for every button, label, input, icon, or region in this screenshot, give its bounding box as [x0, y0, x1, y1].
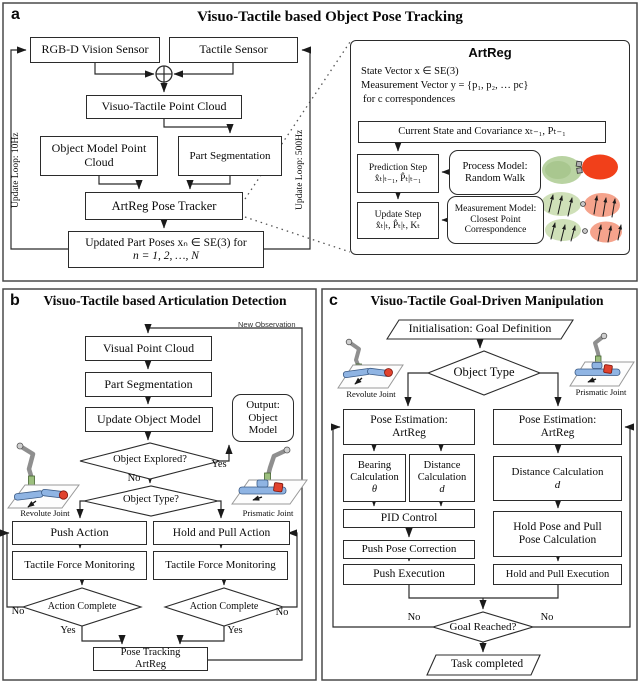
goal-no-right-label: No — [540, 612, 554, 623]
prismatic-caption-c: Prismatic Joint — [575, 387, 627, 397]
part-segmentation-b-label: Part Segmentation — [104, 376, 193, 391]
push-pose-correction-label: Push Pose Correction — [361, 543, 457, 556]
output-line3: Model — [248, 424, 278, 437]
robot-arm — [349, 342, 359, 367]
flow-box-push-execution — [343, 564, 475, 585]
flow-box-pose-estimation-right — [493, 409, 622, 445]
update-step-line1: Update Step — [374, 209, 422, 220]
green-part-top — [541, 192, 581, 216]
arrow-tactile-to-fusion — [174, 63, 233, 74]
artreg-state-vector: State Vector x ∈ SE(3) — [361, 66, 459, 77]
robot-revolute-illustration-b — [8, 443, 79, 508]
dist-left-line2: Calculation — [417, 472, 467, 484]
artreg-tracker-label: ArtReg Pose Tracker — [111, 198, 217, 213]
flow-box-tfm-left — [12, 551, 147, 580]
pid-control-label: PID Control — [380, 512, 438, 524]
goal-no-left-label: No — [407, 612, 421, 623]
flow-box-pose-estimation-left — [343, 409, 475, 445]
prediction-line1: Prediction Step — [368, 162, 428, 173]
update-step-line2: x̂ₜ|ₜ, P̂ₜ|ₜ, Kₜ — [375, 220, 421, 231]
red-marker — [59, 491, 67, 499]
robot-revolute-illustration-c — [338, 339, 403, 388]
update-loop-right-label: Update Loop: 500Hz — [295, 129, 305, 211]
pink-part-bottom — [590, 222, 622, 243]
flow-box-vt-point-cloud — [86, 95, 242, 119]
no-explored-label: No — [127, 473, 141, 484]
flow-box-push-action — [12, 521, 147, 545]
process-model-line1: Process Model: — [462, 160, 528, 172]
tfm-right-label: Tactile Force Monitoring — [165, 559, 276, 572]
revolute-caption-c: Revolute Joint — [346, 389, 396, 399]
robot-prismatic-illustration-b — [232, 447, 307, 504]
artreg-measurement-vector: Measurement Vector y = {p₁, p₂, … pc} — [361, 80, 529, 91]
red-marker — [385, 369, 393, 377]
current-state-label: Current State and Covariance xₜ₋₁, Pₜ₋₁ — [398, 126, 566, 138]
flow-box-visual-point-cloud — [85, 336, 212, 361]
output-line2: Object — [248, 411, 278, 424]
green-part-bottom — [545, 219, 581, 241]
measurement-model-line1: Measurement Model: — [454, 203, 537, 214]
revolute-caption-b: Revolute Joint — [20, 508, 70, 518]
vt-point-cloud-label: Visuo-Tactile Point Cloud — [101, 99, 227, 114]
flow-box-hold-pull-execution — [493, 564, 622, 585]
panel-c-label: c — [329, 292, 338, 309]
flow-box-output-object-model — [232, 394, 294, 442]
red-region — [582, 155, 618, 180]
pe-left-line1: Pose Estimation: — [370, 414, 448, 427]
pose-tracking-line1: Pose Tracking — [120, 647, 181, 659]
initialisation-label: Initialisation: Goal Definition — [408, 321, 552, 335]
flow-box-hold-pose-calculation — [493, 511, 622, 557]
prediction-line2: x̂ₜ|ₜ₋₁, P̂ₜ|ₜ₋₁ — [374, 173, 422, 184]
flow-box-update-step — [357, 202, 439, 239]
flow-box-hold-pull-action — [153, 521, 290, 545]
no-left-label: No — [11, 606, 25, 617]
arrow-vtpc-to-partseg — [164, 119, 230, 133]
joint-circle-1 — [581, 202, 586, 207]
dist-right-line1: Distance Calculation — [511, 466, 604, 479]
arrow-type-to-per — [540, 373, 558, 406]
robot-shoulder — [284, 447, 290, 453]
panel-a-label: a — [11, 6, 20, 23]
red-marker — [273, 482, 283, 492]
green-region-core — [545, 161, 571, 179]
robot-shoulder — [601, 333, 607, 339]
flow-box-part-segmentation-a — [178, 136, 282, 176]
hold-pull-action-label: Hold and Pull Action — [172, 526, 271, 539]
output-line1: Output: — [246, 399, 280, 412]
robot-prismatic-illustration-c — [570, 333, 634, 386]
correspondence-illustration — [541, 192, 622, 243]
yes-explored-label: Yes — [211, 459, 227, 470]
no-right-label: No — [275, 607, 289, 618]
bearing-theta: θ — [371, 483, 378, 495]
flow-box-distance-calculation-right — [493, 456, 622, 501]
updated-poses-line2: n = 1, 2, …, N — [133, 249, 199, 262]
pe-right-line2: ArtReg — [540, 427, 575, 439]
red-marker — [603, 364, 612, 373]
dist-left-d: d — [439, 483, 445, 495]
bearing-line1: Bearing — [357, 460, 392, 472]
arrow-type-to-pel — [408, 373, 428, 406]
panel-b-label: b — [10, 292, 20, 309]
random-walk-illustration — [542, 155, 618, 185]
updated-poses-line1: Updated Part Poses xₙ ∈ SE(3) for — [85, 236, 247, 249]
flow-box-process-model — [449, 150, 541, 195]
action-complete-right-label: Action Complete — [189, 601, 259, 612]
rgbd-sensor-label: RGB-D Vision Sensor — [41, 42, 149, 57]
pe-right-line1: Pose Estimation: — [518, 414, 597, 427]
arrow-yesr-to-tracking — [180, 626, 224, 644]
artreg-correspondences: for c correspondences — [363, 94, 456, 105]
bearing-line2: Calculation — [350, 472, 399, 484]
hold-pull-execution-label: Hold and Pull Execution — [505, 568, 610, 580]
push-execution-label: Push Execution — [373, 568, 445, 580]
action-complete-left-label: Action Complete — [47, 601, 117, 612]
gripper-tip — [29, 476, 35, 485]
measurement-model-line3: Correspondence — [464, 225, 527, 236]
update-object-model-label: Update Object Model — [97, 411, 201, 426]
pink-part-top — [584, 193, 620, 217]
robot-shoulder — [346, 339, 352, 345]
flow-box-update-object-model — [85, 407, 213, 432]
joint-circle-2 — [583, 229, 588, 234]
panel-c-title: Visuo-Tactile Goal-Driven Manipulation — [370, 293, 604, 308]
flow-box-current-state — [358, 121, 606, 143]
flow-box-pose-tracking — [93, 647, 208, 671]
robot-arm — [268, 450, 287, 476]
update-loop-left-label: Update Loop: 10Hz — [11, 132, 21, 208]
robot-arm — [595, 336, 604, 359]
robot-shoulder — [17, 443, 23, 449]
flow-box-tactile-sensor — [169, 37, 298, 63]
joint-square-1 — [576, 161, 582, 167]
flow-box-push-pose-correction — [343, 540, 475, 559]
flow-box-part-segmentation-b — [85, 372, 212, 397]
merge-exec-lines — [409, 585, 558, 598]
hold-pose-line2: Pose Calculation — [518, 534, 597, 546]
dist-left-line1: Distance — [423, 460, 461, 472]
flow-box-measurement-model — [447, 196, 544, 244]
goal-reached-label: Goal Reached? — [449, 621, 517, 633]
dist-right-d: d — [554, 478, 561, 491]
hold-pose-line1: Hold Pose and Pull — [513, 521, 602, 534]
object-type-c-label: Object Type — [453, 365, 515, 379]
pe-left-line2: ArtReg — [392, 427, 426, 439]
yes-right-label: Yes — [227, 625, 243, 636]
new-observation-label: New Observation — [238, 320, 296, 329]
flow-box-object-model-pc — [40, 136, 158, 176]
flow-box-rgbd-sensor — [30, 37, 160, 63]
panel-b-title: Visuo-Tactile based Articulation Detection — [43, 293, 287, 308]
flow-box-pid-control — [343, 509, 475, 528]
flow-box-prediction-step — [357, 154, 439, 193]
panel-a-title: Visuo-Tactile based Object Pose Tracking — [197, 9, 463, 25]
tactile-sensor-label: Tactile Sensor — [199, 42, 268, 57]
measurement-model-line2: Closest Point — [470, 214, 521, 225]
object-model-pc-label: Object Model Point Cloud — [51, 141, 147, 169]
arrow-partseg-to-tracker — [190, 176, 230, 189]
arrow-rgbd-to-fusion — [95, 63, 154, 74]
push-action-label: Push Action — [50, 525, 109, 540]
flow-box-artreg-tracker — [85, 192, 243, 220]
flow-box-updated-poses — [68, 231, 264, 268]
arrow-yesl-to-tracking — [82, 626, 122, 644]
visual-point-cloud-label: Visual Point Cloud — [102, 340, 195, 355]
flow-box-distance-calculation-left — [409, 454, 475, 502]
task-completed-label: Task completed — [450, 658, 524, 670]
fusion-junction-icon — [156, 66, 172, 82]
flow-box-bearing-calculation — [343, 454, 406, 502]
joint-square-2 — [577, 168, 583, 174]
artreg-detail-title: ArtReg — [468, 45, 512, 60]
object-type-b-label: Object Type? — [123, 494, 179, 505]
part-segmentation-a-label: Part Segmentation — [189, 149, 271, 162]
robot-arm — [20, 446, 33, 479]
arrow-type-to-holdpull — [218, 501, 221, 518]
yes-left-label: Yes — [60, 625, 76, 636]
tfm-left-label: Tactile Force Monitoring — [24, 559, 135, 572]
prismatic-caption-b: Prismatic Joint — [242, 508, 294, 518]
object-explored-label: Object Explored? — [113, 454, 187, 465]
flow-box-tfm-right — [153, 551, 288, 580]
pose-tracking-line2: ArtReg — [135, 659, 166, 670]
process-model-line2: Random Walk — [465, 172, 525, 184]
arrow-ompc-to-tracker — [99, 176, 139, 189]
